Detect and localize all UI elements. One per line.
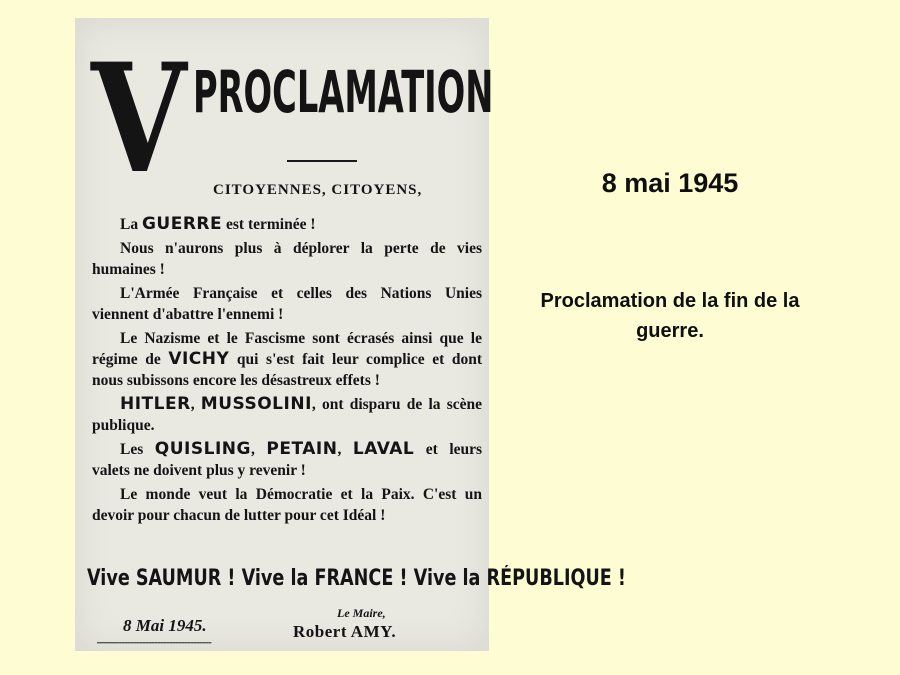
keyword-vichy: VICHY xyxy=(168,349,230,369)
keyword-laval: LAVAL xyxy=(352,439,415,459)
printer-imprint: ▬▬▬▬▬▬▬▬▬▬▬▬▬▬▬▬▬▬▬▬▬▬▬▬▬▬▬▬▬▬▬▬▬▬▬▬▬▬ xyxy=(97,640,212,646)
paragraph-nazism: Le Nazisme et le Fascisme sont écrasés ainsi que le régime de VICHY qui s'est fait leur complice et dont nous subissons encore les désastreux effets ! xyxy=(92,330,482,389)
mayor-label: Le Maire, xyxy=(337,606,386,620)
poster-body xyxy=(92,214,482,529)
paragraph-dictators: HITLER, MUSSOLINI, ont disparu de la scène publique. xyxy=(92,394,483,434)
keyword-petain: PETAIN xyxy=(266,439,338,459)
title-divider xyxy=(287,160,357,162)
mayor-name: Robert AMY. xyxy=(293,622,397,641)
keyword-mussolini: MUSSOLINI xyxy=(200,394,312,414)
slide-caption: Proclamation de la fin de la guerre. xyxy=(540,290,800,342)
proclamation-poster xyxy=(75,18,626,651)
slide-title: 8 mai 1945 xyxy=(601,168,739,198)
keyword-quisling: QUISLING xyxy=(154,439,251,459)
paragraph-lives: Nous n'aurons plus à déplorer la perte de vies humaines ! xyxy=(92,240,482,278)
poster-vive-slogan: Vive SAUMUR ! Vive la FRANCE ! Vive la RÉPUBLIQUE ! xyxy=(87,566,626,591)
keyword-guerre: GUERRE xyxy=(141,214,223,234)
poster-salutation: CITOYENNES, CITOYENS, xyxy=(213,182,423,198)
keyword-hitler: HITLER xyxy=(120,394,191,414)
poster-date: 8 Mai 1945. xyxy=(123,616,207,635)
paragraph-democracy: Le monde veut la Démocratie et la Paix. C'est un devoir pour chacun de lutter pour cet Idéal ! xyxy=(92,486,482,524)
poster-title: PROCLAMATION xyxy=(193,58,494,126)
victory-letter: V xyxy=(91,31,187,207)
paragraph-war-over: La GUERRE est terminée ! xyxy=(120,214,316,234)
paragraph-armies: L'Armée Française et celles des Nations Unies viennent d'abattre l'ennemi ! xyxy=(92,285,482,323)
paragraph-collaborators: Les QUISLING, PETAIN, LAVAL et leurs valets ne doivent plus y revenir ! xyxy=(92,439,483,479)
